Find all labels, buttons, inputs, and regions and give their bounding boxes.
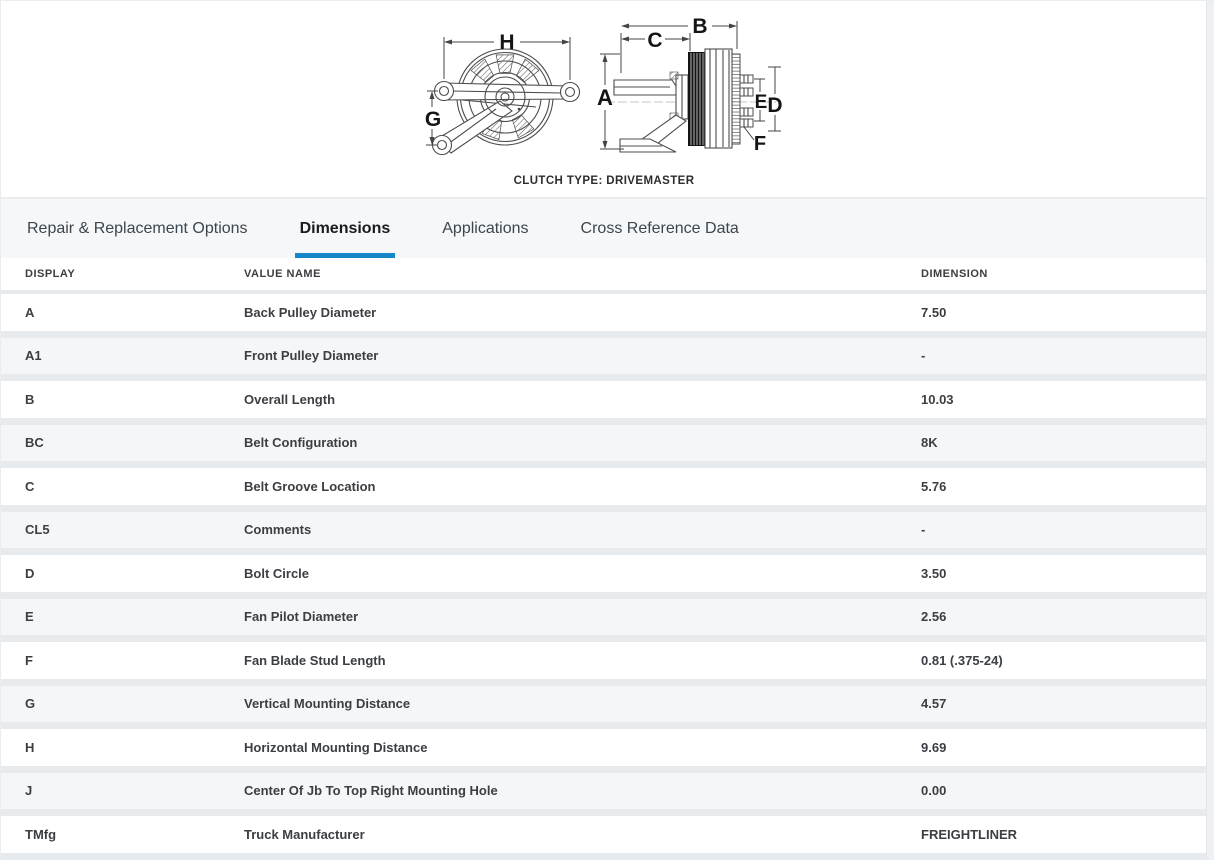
dim-label-f: F <box>753 133 767 155</box>
cell-dimension: 10.03 <box>921 391 954 407</box>
table-row <box>1 555 1207 592</box>
tab-cross-reference-data[interactable] <box>576 199 744 258</box>
table-row <box>1 642 1207 679</box>
table-row <box>1 512 1207 549</box>
front-view <box>425 31 580 155</box>
cell-display: J <box>25 783 33 799</box>
cell-dimension: 9.69 <box>921 739 947 755</box>
dim-label-a: A <box>597 85 613 110</box>
cell-display: B <box>25 391 35 407</box>
dim-label-b: B <box>692 15 708 38</box>
scrollbar-track[interactable] <box>1206 1 1214 860</box>
dim-label-d: D <box>767 94 783 117</box>
dim-label-c: C <box>647 29 663 52</box>
cell-dimension: 7.50 <box>921 304 947 320</box>
cell-dimension: 8K <box>921 435 938 451</box>
table-row <box>1 468 1207 505</box>
page-content <box>1 1 1207 860</box>
column-header-value-name: VALUE NAME <box>244 268 321 280</box>
cell-display: A1 <box>25 348 42 364</box>
diagram-section <box>1 1 1207 198</box>
cell-display: CL5 <box>25 522 50 538</box>
table-row <box>1 425 1207 462</box>
table-row <box>1 338 1207 375</box>
cell-value-name: Fan Blade Stud Length <box>244 652 386 668</box>
table-row <box>1 686 1207 723</box>
cell-dimension: - <box>921 522 926 538</box>
clutch-type-caption: CLUTCH TYPE: DRIVEMASTER <box>513 175 695 187</box>
cell-dimension: 4.57 <box>921 696 947 712</box>
tab-applications[interactable] <box>437 199 533 258</box>
cell-value-name: Front Pulley Diameter <box>244 348 379 364</box>
cell-value-name: Comments <box>244 522 312 538</box>
table-row <box>1 816 1207 853</box>
cell-display: BC <box>25 435 44 451</box>
cell-display: G <box>25 696 36 712</box>
tab-label: Dimensions <box>299 219 391 237</box>
tab-label: Cross Reference Data <box>580 219 739 237</box>
table-row <box>1 773 1207 810</box>
cell-value-name: Truck Manufacturer <box>244 826 365 842</box>
tab-label: Repair & Replacement Options <box>27 219 248 237</box>
dim-label-h: H <box>499 31 515 54</box>
column-header-dimension: DIMENSION <box>921 268 988 280</box>
cell-dimension: 0.00 <box>921 783 947 799</box>
cell-value-name: Belt Configuration <box>244 435 358 451</box>
cell-dimension: - <box>921 348 926 364</box>
cell-value-name: Vertical Mounting Distance <box>244 696 411 712</box>
cell-dimension: 0.81 (.375-24) <box>921 652 1003 668</box>
cell-display: TMfg <box>25 826 57 842</box>
dim-label-g: G <box>424 108 442 131</box>
column-header-display: DISPLAY <box>25 268 76 280</box>
table-row <box>1 729 1207 766</box>
cell-value-name: Center Of Jb To Top Right Mounting Hole <box>244 783 498 799</box>
side-view <box>597 15 783 155</box>
cell-dimension: FREIGHTLINER <box>921 826 1018 842</box>
cell-display: H <box>25 739 35 755</box>
cell-display: D <box>25 565 35 581</box>
table-body <box>1 290 1207 860</box>
cell-dimension: 5.76 <box>921 478 947 494</box>
cell-value-name: Belt Groove Location <box>244 478 376 494</box>
table-row <box>1 381 1207 418</box>
cell-value-name: Bolt Circle <box>244 565 310 581</box>
cell-dimension: 3.50 <box>921 565 947 581</box>
table-header <box>1 258 1207 290</box>
cell-display: F <box>25 652 33 668</box>
tab-dimensions[interactable] <box>295 199 396 258</box>
tab-repair-replacement-options[interactable] <box>22 199 253 258</box>
table-row <box>1 294 1207 331</box>
cell-value-name: Fan Pilot Diameter <box>244 609 359 625</box>
cell-display: A <box>25 304 35 320</box>
cell-value-name: Overall Length <box>244 391 336 407</box>
cell-value-name: Back Pulley Diameter <box>244 304 377 320</box>
tab-label: Applications <box>442 219 529 237</box>
table-row <box>1 599 1207 636</box>
cell-display: E <box>25 609 34 625</box>
cell-dimension: 2.56 <box>921 609 947 625</box>
clutch-diagram <box>424 9 784 169</box>
dim-label-e: E <box>754 92 768 113</box>
cell-display: C <box>25 478 35 494</box>
tab-bar <box>1 198 1207 258</box>
cell-value-name: Horizontal Mounting Distance <box>244 739 428 755</box>
